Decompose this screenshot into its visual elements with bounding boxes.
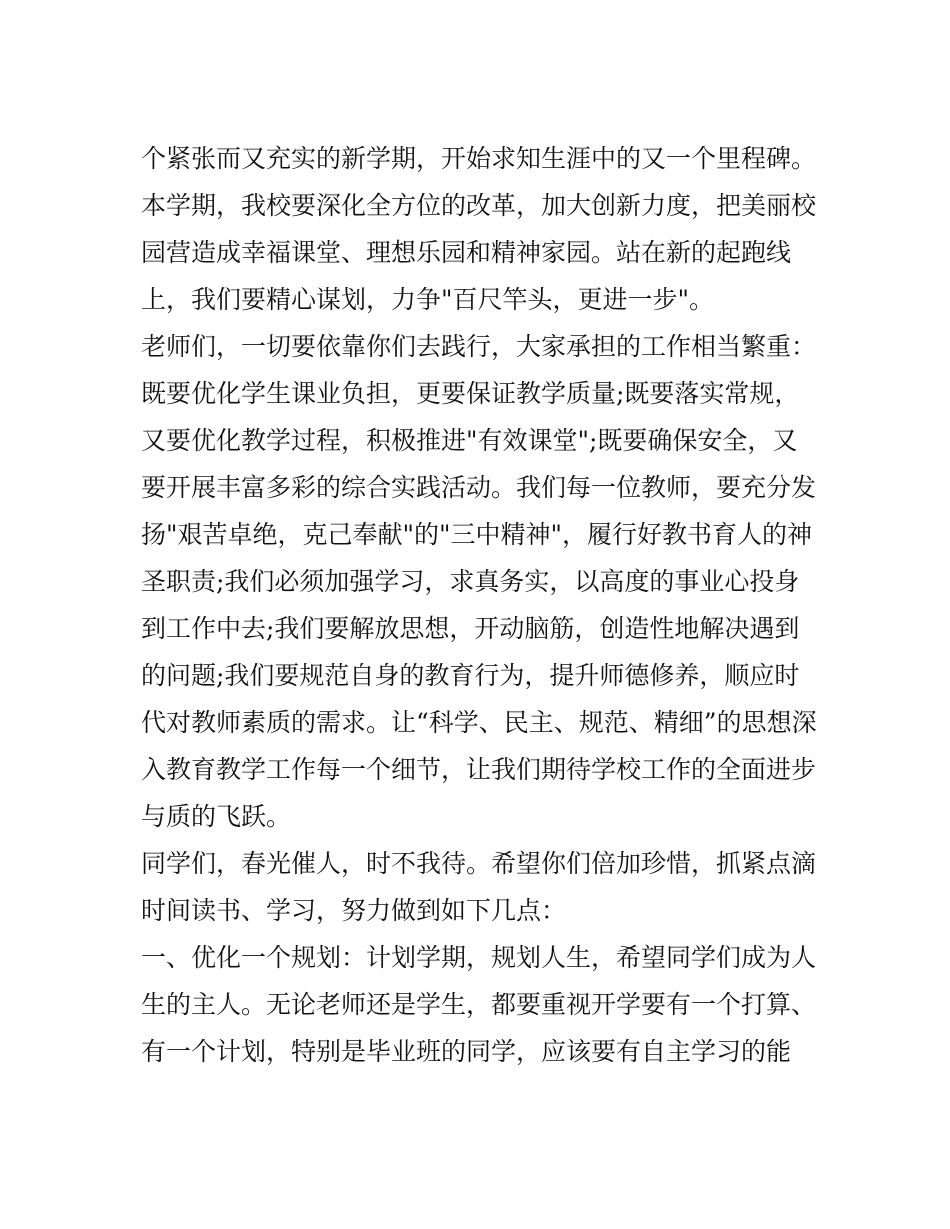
text-line: 有一个计划，特别是毕业班的同学，应该要有自主学习的能: [141, 1037, 792, 1066]
text-line: 一、优化一个规划：计划学期，规划人生，希望同学们成为人: [141, 943, 817, 972]
text-line: 生的主人。无论老师还是学生，都要重视开学要有一个打算、: [141, 990, 817, 1019]
text-line: 又要优化教学过程，积极推进"有效课堂";既要确保安全，又: [141, 426, 798, 455]
text-line: 要开展丰富多彩的综合实践活动。我们每一位教师，要充分发: [141, 473, 817, 502]
text-line: 入教育教学工作每一个细节，让我们期待学校工作的全面进步: [141, 755, 817, 784]
text-line: 园营造成幸福课堂、理想乐园和精神家园。站在新的起跑线: [141, 238, 792, 267]
text-line: 老师们，一切要依靠你们去践行，大家承担的工作相当繁重：: [141, 332, 817, 361]
text-line: 时间读书、学习，努力做到如下几点：: [141, 896, 567, 925]
text-line: 本学期，我校要深化全方位的改革，加大创新力度，把美丽校: [141, 191, 817, 220]
document-body: [141, 135, 831, 1075]
text-line: 代对教师素质的需求。让“科学、民主、规范、精细”的思想深: [141, 708, 817, 737]
text-line: 扬"艰苦卓绝，克己奉献"的"三中精神"，履行好教书育人的神: [141, 520, 812, 549]
text-line: 上，我们要精心谋划，力争"百尺竿头，更进一步"。: [141, 285, 715, 314]
text-line: 同学们，春光催人，时不我待。希望你们倍加珍惜，抓紧点滴: [141, 849, 817, 878]
text-line: 与质的飞跃。: [141, 802, 292, 831]
text-line: 到工作中去;我们要解放思想，开动脑筋，创造性地解决遇到: [141, 614, 800, 643]
text-line: 的问题;我们要规范自身的教育行为，提升师德修养，顺应时: [141, 661, 800, 690]
text-line: 圣职责;我们必须加强学习，求真务实，以高度的事业心投身: [141, 567, 800, 596]
text-line: 既要优化学生课业负担，更要保证教学质量;既要落实常规，: [141, 379, 800, 408]
text-line: 个紧张而又充实的新学期，开始求知生涯中的又一个里程碑。: [141, 144, 817, 173]
